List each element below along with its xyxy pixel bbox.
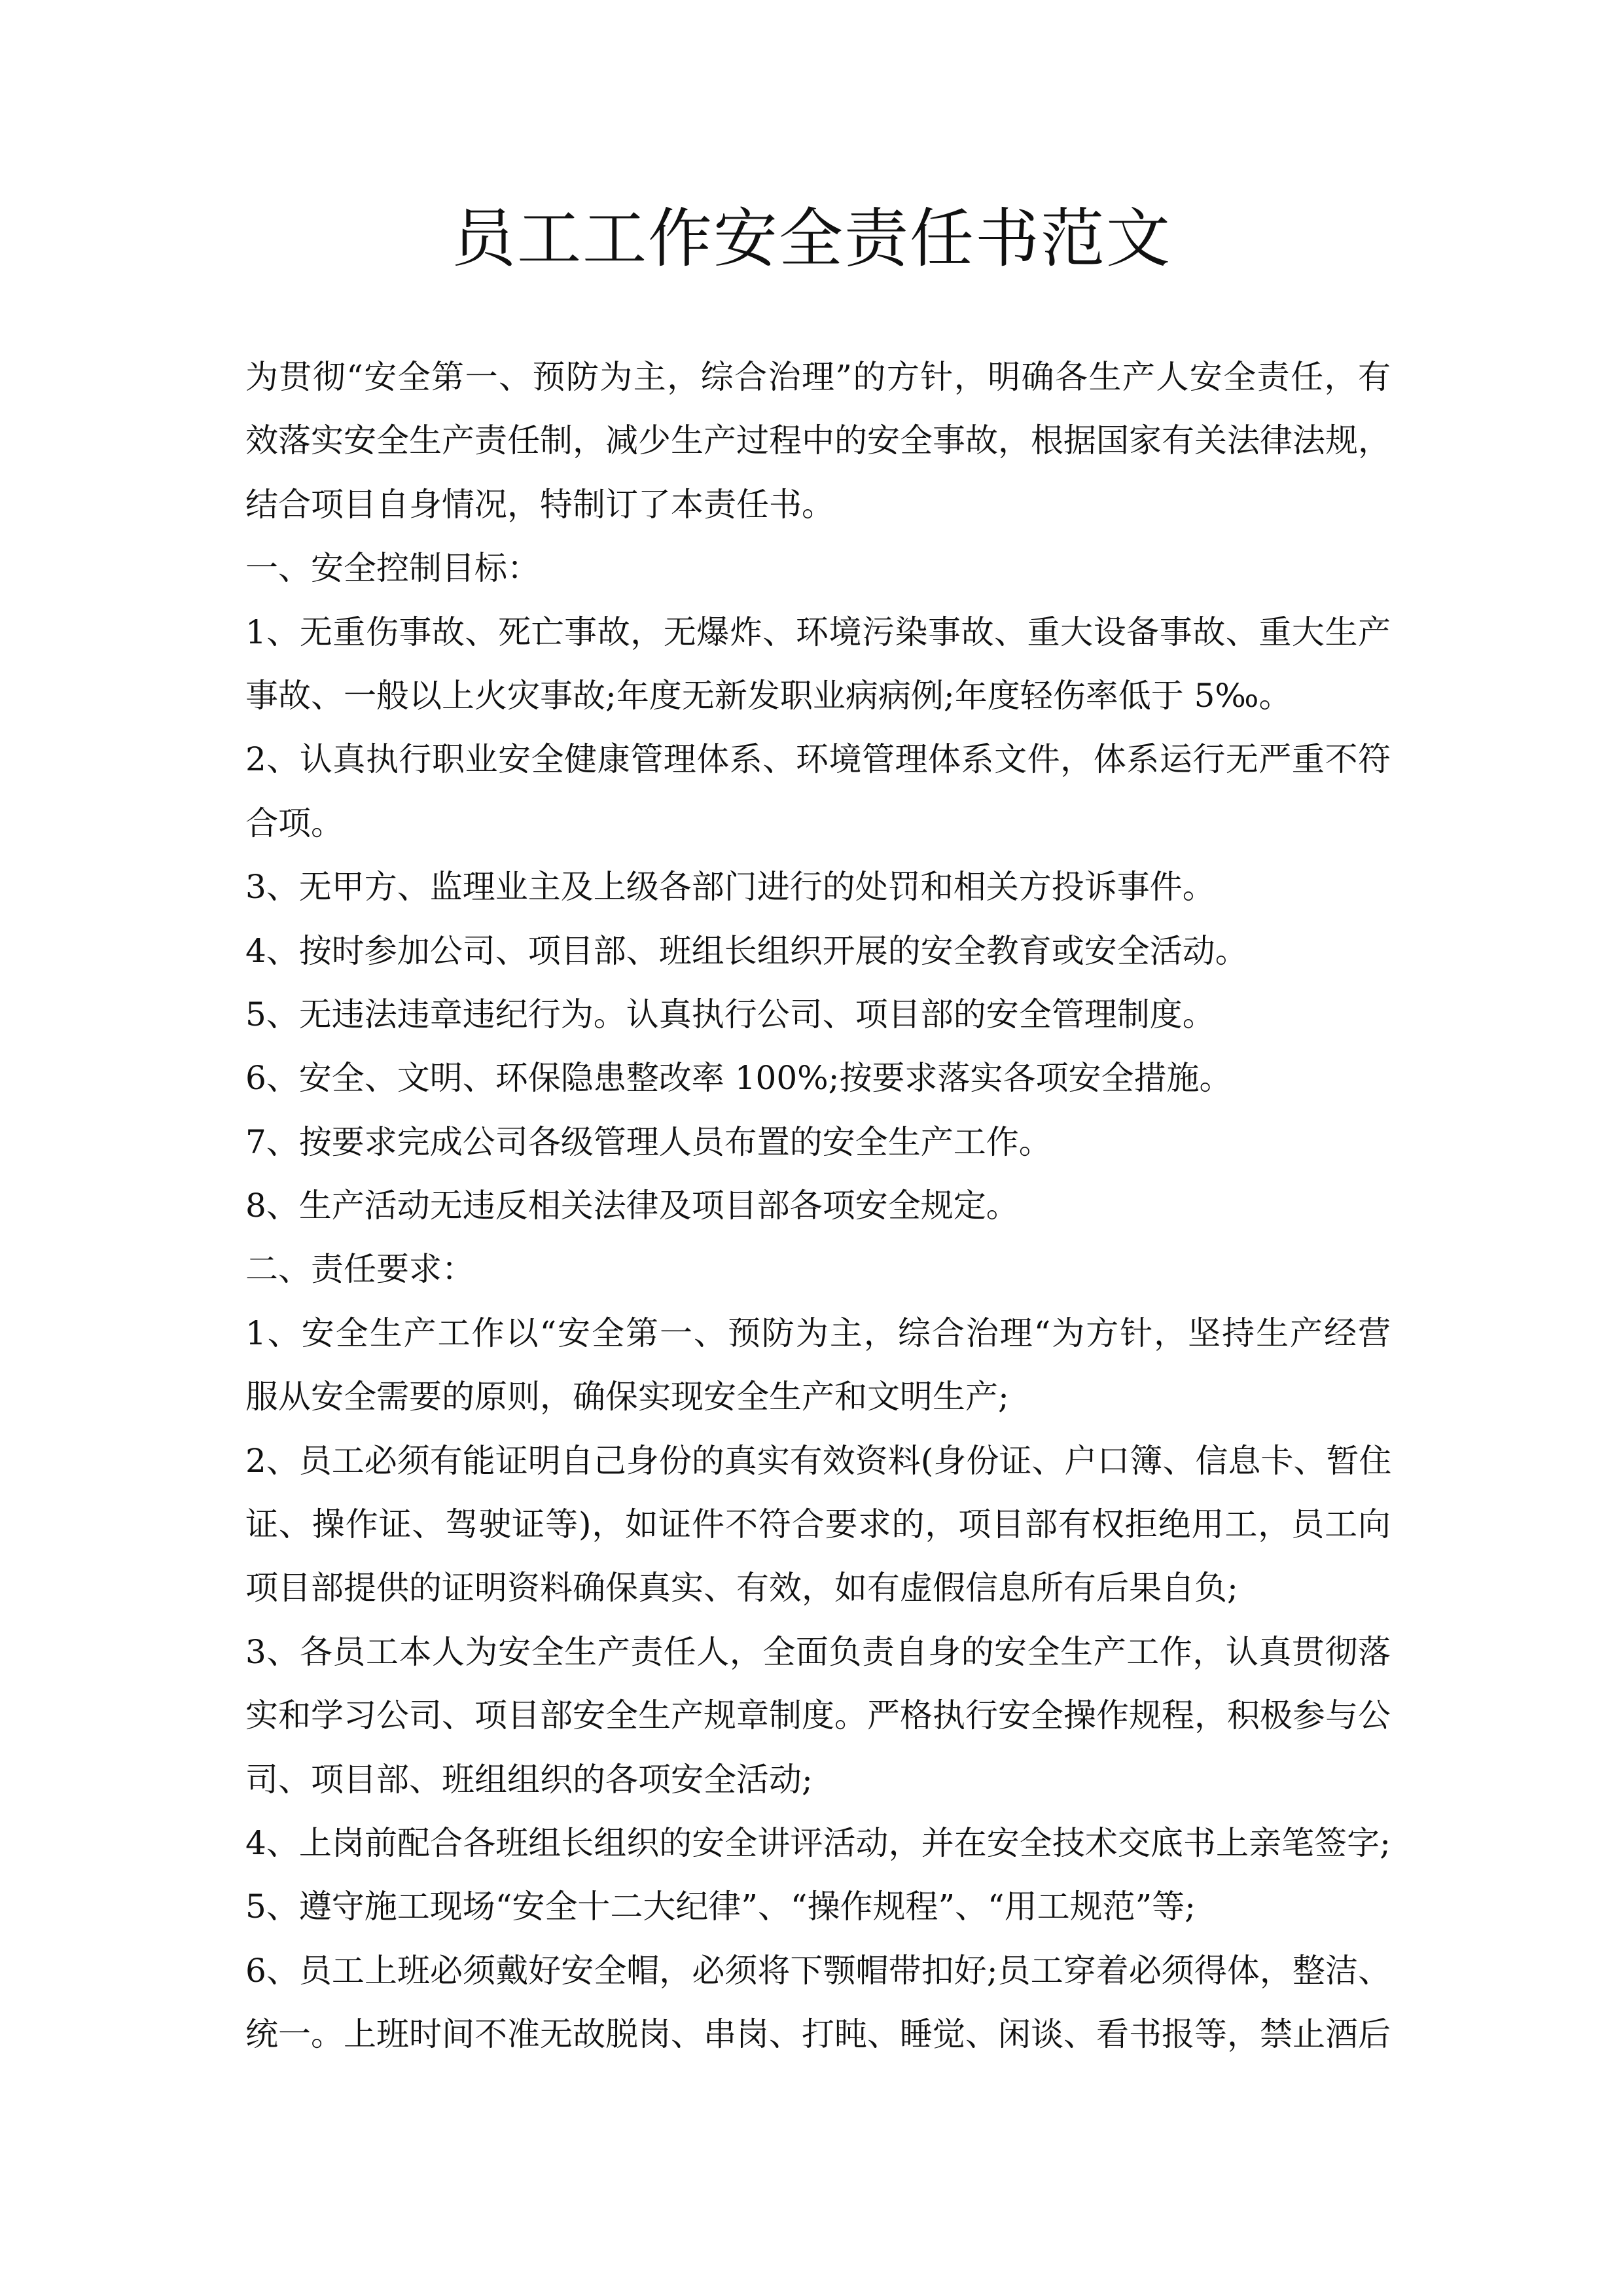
text-line: 1、安全生产工作以“安全第一、预防为主，综合治理“为方针，坚持生产经营 [245, 1314, 1391, 1352]
text-line: 4、上岗前配合各班组长组织的安全讲评活动，并在安全技术交底书上亲笔签字; [245, 1823, 1391, 1862]
text-line: 3、各员工本人为安全生产责任人，全面负责自身的安全生产工作，认真贯彻落 [245, 1632, 1391, 1671]
text-line: 证、操作证、驾驶证等)，如证件不符合要求的，项目部有权拒绝用工，员工向 [245, 1505, 1391, 1544]
text-line: 6、安全、文明、环保隐患整改率 100%;按要求落实各项安全措施。 [245, 1059, 1232, 1098]
text-line: 4、按时参加公司、项目部、班组长组织开展的安全教育或安全活动。 [245, 931, 1248, 970]
text-line: 结合项目自身情况，特制订了本责任书。 [245, 485, 834, 524]
text-line: 合项。 [245, 804, 344, 842]
text-line: 8、生产活动无违反相关法律及项目部各项安全规定。 [245, 1187, 1019, 1225]
text-line: 二、责任要求： [245, 1250, 474, 1289]
text-line: 1、无重伤事故、死亡事故，无爆炸、环境污染事故、重大设备事故、重大生产 [245, 613, 1391, 651]
document-title: 员工工作安全责任书范文 [451, 202, 1171, 276]
text-line: 6、员工上班必须戴好安全帽，必须将下颚帽带扣好;员工穿着必须得体，整洁、 [245, 1951, 1391, 1990]
text-line: 实和学习公司、项目部安全生产规章制度。严格执行安全操作规程，积极参与公 [245, 1696, 1391, 1735]
text-line: 2、认真执行职业安全健康管理体系、环境管理体系文件，体系运行无严重不符 [245, 740, 1391, 779]
text-line: 2、员工必须有能证明自己身份的真实有效资料(身份证、户口簿、信息卡、暂住 [245, 1441, 1392, 1480]
text-line: 7、按要求完成公司各级管理人员布置的安全生产工作。 [245, 1122, 1052, 1161]
text-line: 统一。上班时间不准无故脱岗、串岗、打盹、睡觉、闲谈、看书报等，禁止酒后 [245, 2015, 1391, 2054]
text-line: 效落实安全生产责任制，减少生产过程中的安全事故，根据国家有关法律法规， [245, 422, 1391, 460]
text-line: 3、无甲方、监理业主及上级各部门进行的处罚和相关方投诉事件。 [245, 868, 1215, 906]
text-line: 5、无违法违章违纪行为。认真执行公司、项目部的安全管理制度。 [245, 995, 1215, 1033]
text-line: 事故、一般以上火灾事故;年度无新发职业病病例;年度轻伤率低于 5‰。 [245, 676, 1292, 715]
text-line: 司、项目部、班组组织的各项安全活动; [245, 1760, 813, 1799]
text-line: 服从安全需要的原则，确保实现安全生产和文明生产; [245, 1378, 1009, 1416]
text-line: 为贯彻“安全第一、预防为主，综合治理”的方针，明确各生产人安全责任，有 [245, 358, 1391, 396]
text-line: 一、安全控制目标： [245, 549, 540, 588]
text-line: 项目部提供的证明资料确保真实、有效，如有虚假信息所有后果自负; [245, 1569, 1238, 1607]
text-line: 5、遵守施工现场“安全十二大纪律”、“操作规程”、“用工规范”等; [245, 1888, 1196, 1926]
document-body [245, 346, 1391, 2067]
